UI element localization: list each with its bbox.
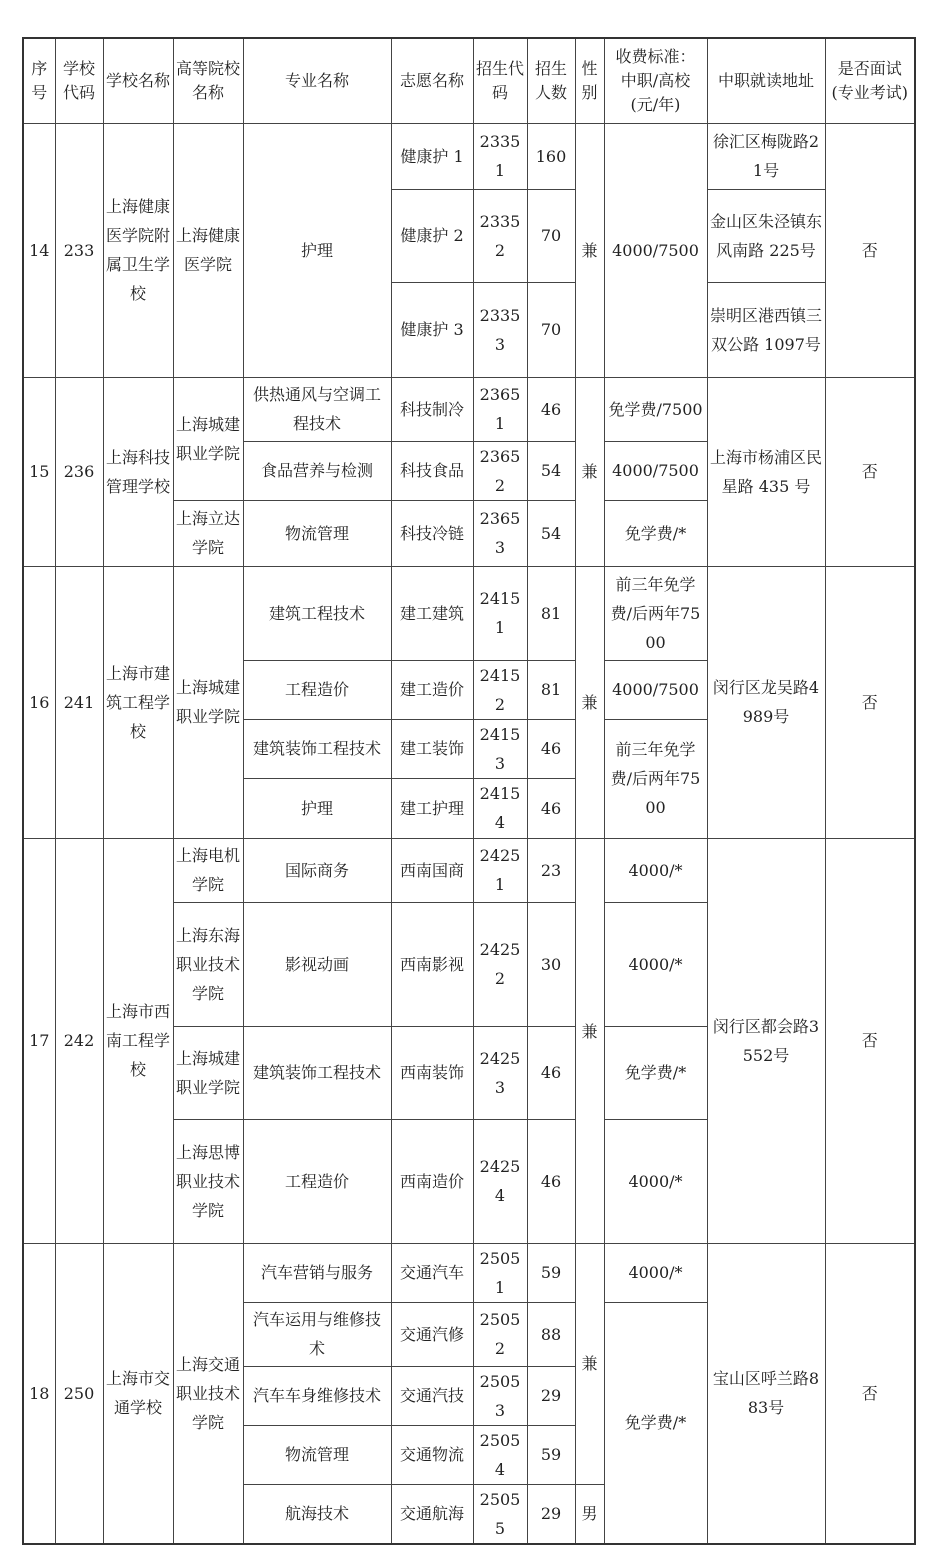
major-cell: 建筑装饰工程技术 xyxy=(243,719,391,778)
address-cell: 崇明区港西镇三双公路 1097号 xyxy=(707,282,825,377)
major-cell: 影视动画 xyxy=(243,902,391,1026)
choice-cell: 科技食品 xyxy=(391,441,473,500)
header-interview-line1: 是否面试 xyxy=(837,58,902,78)
choice-cell: 交通汽车 xyxy=(391,1243,473,1302)
college-cell: 上海城建职业学院 xyxy=(173,377,243,500)
choice-cell: 交通物流 xyxy=(391,1425,473,1484)
seq-cell: 16 xyxy=(23,566,55,838)
count-cell: 70 xyxy=(527,189,575,282)
interview-cell: 否 xyxy=(825,377,915,566)
code-cell: 23352 xyxy=(473,189,527,282)
count-cell: 29 xyxy=(527,1366,575,1425)
header-school-code: 学校代码 xyxy=(55,38,103,123)
count-cell: 46 xyxy=(527,778,575,838)
code-cell: 25051 xyxy=(473,1243,527,1302)
code-cell: 24251 xyxy=(473,838,527,902)
header-fee xyxy=(604,38,707,123)
major-cell: 工程造价 xyxy=(243,1119,391,1243)
major-cell: 工程造价 xyxy=(243,660,391,719)
address-cell: 闵行区龙吴路4989号 xyxy=(707,566,825,838)
fee-cell: 4000/* xyxy=(604,838,707,902)
school-code-cell: 233 xyxy=(55,123,103,377)
header-enroll-code: 招生代码 xyxy=(473,38,527,123)
address-cell: 宝山区呼兰路883号 xyxy=(707,1243,825,1544)
count-cell: 54 xyxy=(527,500,575,566)
choice-cell: 西南国商 xyxy=(391,838,473,902)
count-cell: 81 xyxy=(527,660,575,719)
header-college-name: 高等院校名称 xyxy=(173,38,243,123)
seq-cell: 18 xyxy=(23,1243,55,1544)
school-name-cell: 上海市西南工程学校 xyxy=(103,838,173,1243)
code-cell: 23652 xyxy=(473,441,527,500)
table-row xyxy=(23,377,915,441)
address-cell: 徐汇区梅陇路21号 xyxy=(707,123,825,189)
fee-cell: 4000/7500 xyxy=(604,660,707,719)
gender-cell: 兼 xyxy=(575,566,604,838)
code-cell: 25055 xyxy=(473,1484,527,1544)
address-cell: 上海市杨浦区民星路 435 号 xyxy=(707,377,825,566)
major-cell: 汽车营销与服务 xyxy=(243,1243,391,1302)
code-cell: 23651 xyxy=(473,377,527,441)
major-cell: 航海技术 xyxy=(243,1484,391,1544)
choice-cell: 建工护理 xyxy=(391,778,473,838)
college-cell: 上海城建职业学院 xyxy=(173,1026,243,1119)
gender-cell: 兼 xyxy=(575,377,604,566)
major-cell: 汽车车身维修技术 xyxy=(243,1366,391,1425)
count-cell: 30 xyxy=(527,902,575,1026)
fee-cell: 免学费/* xyxy=(604,500,707,566)
header-gender: 性别 xyxy=(575,38,604,123)
fee-cell: 免学费/* xyxy=(604,1302,707,1544)
table-row xyxy=(23,838,915,902)
interview-cell: 否 xyxy=(825,123,915,377)
major-cell: 汽车运用与维修技术 xyxy=(243,1302,391,1366)
code-cell: 23653 xyxy=(473,500,527,566)
college-cell: 上海东海职业技术学院 xyxy=(173,902,243,1026)
gender-cell: 兼 xyxy=(575,838,604,1243)
count-cell: 70 xyxy=(527,282,575,377)
gender-cell: 兼 xyxy=(575,123,604,377)
seq-cell: 17 xyxy=(23,838,55,1243)
school-name-cell: 上海科技管理学校 xyxy=(103,377,173,566)
major-cell: 物流管理 xyxy=(243,500,391,566)
school-code-cell: 242 xyxy=(55,838,103,1243)
header-row xyxy=(23,38,915,123)
code-cell: 24253 xyxy=(473,1026,527,1119)
count-cell: 59 xyxy=(527,1425,575,1484)
count-cell: 88 xyxy=(527,1302,575,1366)
choice-cell: 科技制冷 xyxy=(391,377,473,441)
school-code-cell: 236 xyxy=(55,377,103,566)
choice-cell: 西南影视 xyxy=(391,902,473,1026)
choice-cell: 交通汽技 xyxy=(391,1366,473,1425)
choice-cell: 交通汽修 xyxy=(391,1302,473,1366)
school-code-cell: 250 xyxy=(55,1243,103,1544)
fee-cell: 免学费/* xyxy=(604,1026,707,1119)
count-cell: 54 xyxy=(527,441,575,500)
header-fee-line3: (元/年) xyxy=(630,94,681,114)
fee-cell: 4000/* xyxy=(604,1119,707,1243)
code-cell: 24252 xyxy=(473,902,527,1026)
major-cell: 护理 xyxy=(243,123,391,377)
count-cell: 160 xyxy=(527,123,575,189)
header-seq: 序号 xyxy=(23,38,55,123)
address-cell: 金山区朱泾镇东风南路 225号 xyxy=(707,189,825,282)
count-cell: 46 xyxy=(527,1026,575,1119)
code-cell: 25052 xyxy=(473,1302,527,1366)
seq-cell: 14 xyxy=(23,123,55,377)
header-interview-line2: (专业考试) xyxy=(831,82,908,102)
choice-cell: 健康护 3 xyxy=(391,282,473,377)
school-name-cell: 上海市交通学校 xyxy=(103,1243,173,1544)
interview-cell: 否 xyxy=(825,1243,915,1544)
enrollment-table xyxy=(22,37,916,1545)
code-cell: 24153 xyxy=(473,719,527,778)
header-interview xyxy=(825,38,915,123)
code-cell: 24254 xyxy=(473,1119,527,1243)
fee-cell: 前三年免学费/后两年7500 xyxy=(604,566,707,660)
count-cell: 23 xyxy=(527,838,575,902)
fee-cell: 4000/* xyxy=(604,902,707,1026)
choice-cell: 健康护 2 xyxy=(391,189,473,282)
major-cell: 食品营养与检测 xyxy=(243,441,391,500)
major-cell: 物流管理 xyxy=(243,1425,391,1484)
major-cell: 供热通风与空调工程技术 xyxy=(243,377,391,441)
address-cell: 闵行区都会路3552号 xyxy=(707,838,825,1243)
fee-cell: 4000/7500 xyxy=(604,441,707,500)
count-cell: 46 xyxy=(527,377,575,441)
gender-cell: 男 xyxy=(575,1484,604,1544)
choice-cell: 建工造价 xyxy=(391,660,473,719)
major-cell: 护理 xyxy=(243,778,391,838)
interview-cell: 否 xyxy=(825,566,915,838)
code-cell: 24154 xyxy=(473,778,527,838)
college-cell: 上海思博职业技术学院 xyxy=(173,1119,243,1243)
school-name-cell: 上海健康医学院附属卫生学校 xyxy=(103,123,173,377)
choice-cell: 健康护 1 xyxy=(391,123,473,189)
count-cell: 81 xyxy=(527,566,575,660)
count-cell: 29 xyxy=(527,1484,575,1544)
table-row xyxy=(23,123,915,189)
code-cell: 25054 xyxy=(473,1425,527,1484)
code-cell: 24151 xyxy=(473,566,527,660)
header-enroll-count: 招生人数 xyxy=(527,38,575,123)
choice-cell: 建工建筑 xyxy=(391,566,473,660)
count-cell: 46 xyxy=(527,1119,575,1243)
code-cell: 25053 xyxy=(473,1366,527,1425)
table-row xyxy=(23,566,915,660)
header-fee-line1: 收费标准： xyxy=(615,46,696,66)
choice-cell: 建工装饰 xyxy=(391,719,473,778)
choice-cell: 西南装饰 xyxy=(391,1026,473,1119)
header-school-name: 学校名称 xyxy=(103,38,173,123)
college-cell: 上海交通职业技术学院 xyxy=(173,1243,243,1544)
fee-cell: 免学费/7500 xyxy=(604,377,707,441)
header-major: 专业名称 xyxy=(243,38,391,123)
choice-cell: 交通航海 xyxy=(391,1484,473,1544)
header-fee-line2: 中职/高校 xyxy=(620,70,691,90)
major-cell: 国际商务 xyxy=(243,838,391,902)
code-cell: 23353 xyxy=(473,282,527,377)
college-cell: 上海城建职业学院 xyxy=(173,566,243,838)
code-cell: 24152 xyxy=(473,660,527,719)
fee-cell: 前三年免学费/后两年7500 xyxy=(604,719,707,838)
interview-cell: 否 xyxy=(825,838,915,1243)
choice-cell: 西南造价 xyxy=(391,1119,473,1243)
college-cell: 上海电机学院 xyxy=(173,838,243,902)
header-choice-name: 志愿名称 xyxy=(391,38,473,123)
college-cell: 上海健康医学院 xyxy=(173,123,243,377)
count-cell: 59 xyxy=(527,1243,575,1302)
code-cell: 23351 xyxy=(473,123,527,189)
major-cell: 建筑工程技术 xyxy=(243,566,391,660)
table-row xyxy=(23,1243,915,1302)
fee-cell: 4000/* xyxy=(604,1243,707,1302)
major-cell: 建筑装饰工程技术 xyxy=(243,1026,391,1119)
school-code-cell: 241 xyxy=(55,566,103,838)
college-cell: 上海立达学院 xyxy=(173,500,243,566)
fee-cell: 4000/7500 xyxy=(604,123,707,377)
gender-cell: 兼 xyxy=(575,1243,604,1484)
school-name-cell: 上海市建筑工程学校 xyxy=(103,566,173,838)
header-address: 中职就读地址 xyxy=(707,38,825,123)
seq-cell: 15 xyxy=(23,377,55,566)
choice-cell: 科技冷链 xyxy=(391,500,473,566)
count-cell: 46 xyxy=(527,719,575,778)
